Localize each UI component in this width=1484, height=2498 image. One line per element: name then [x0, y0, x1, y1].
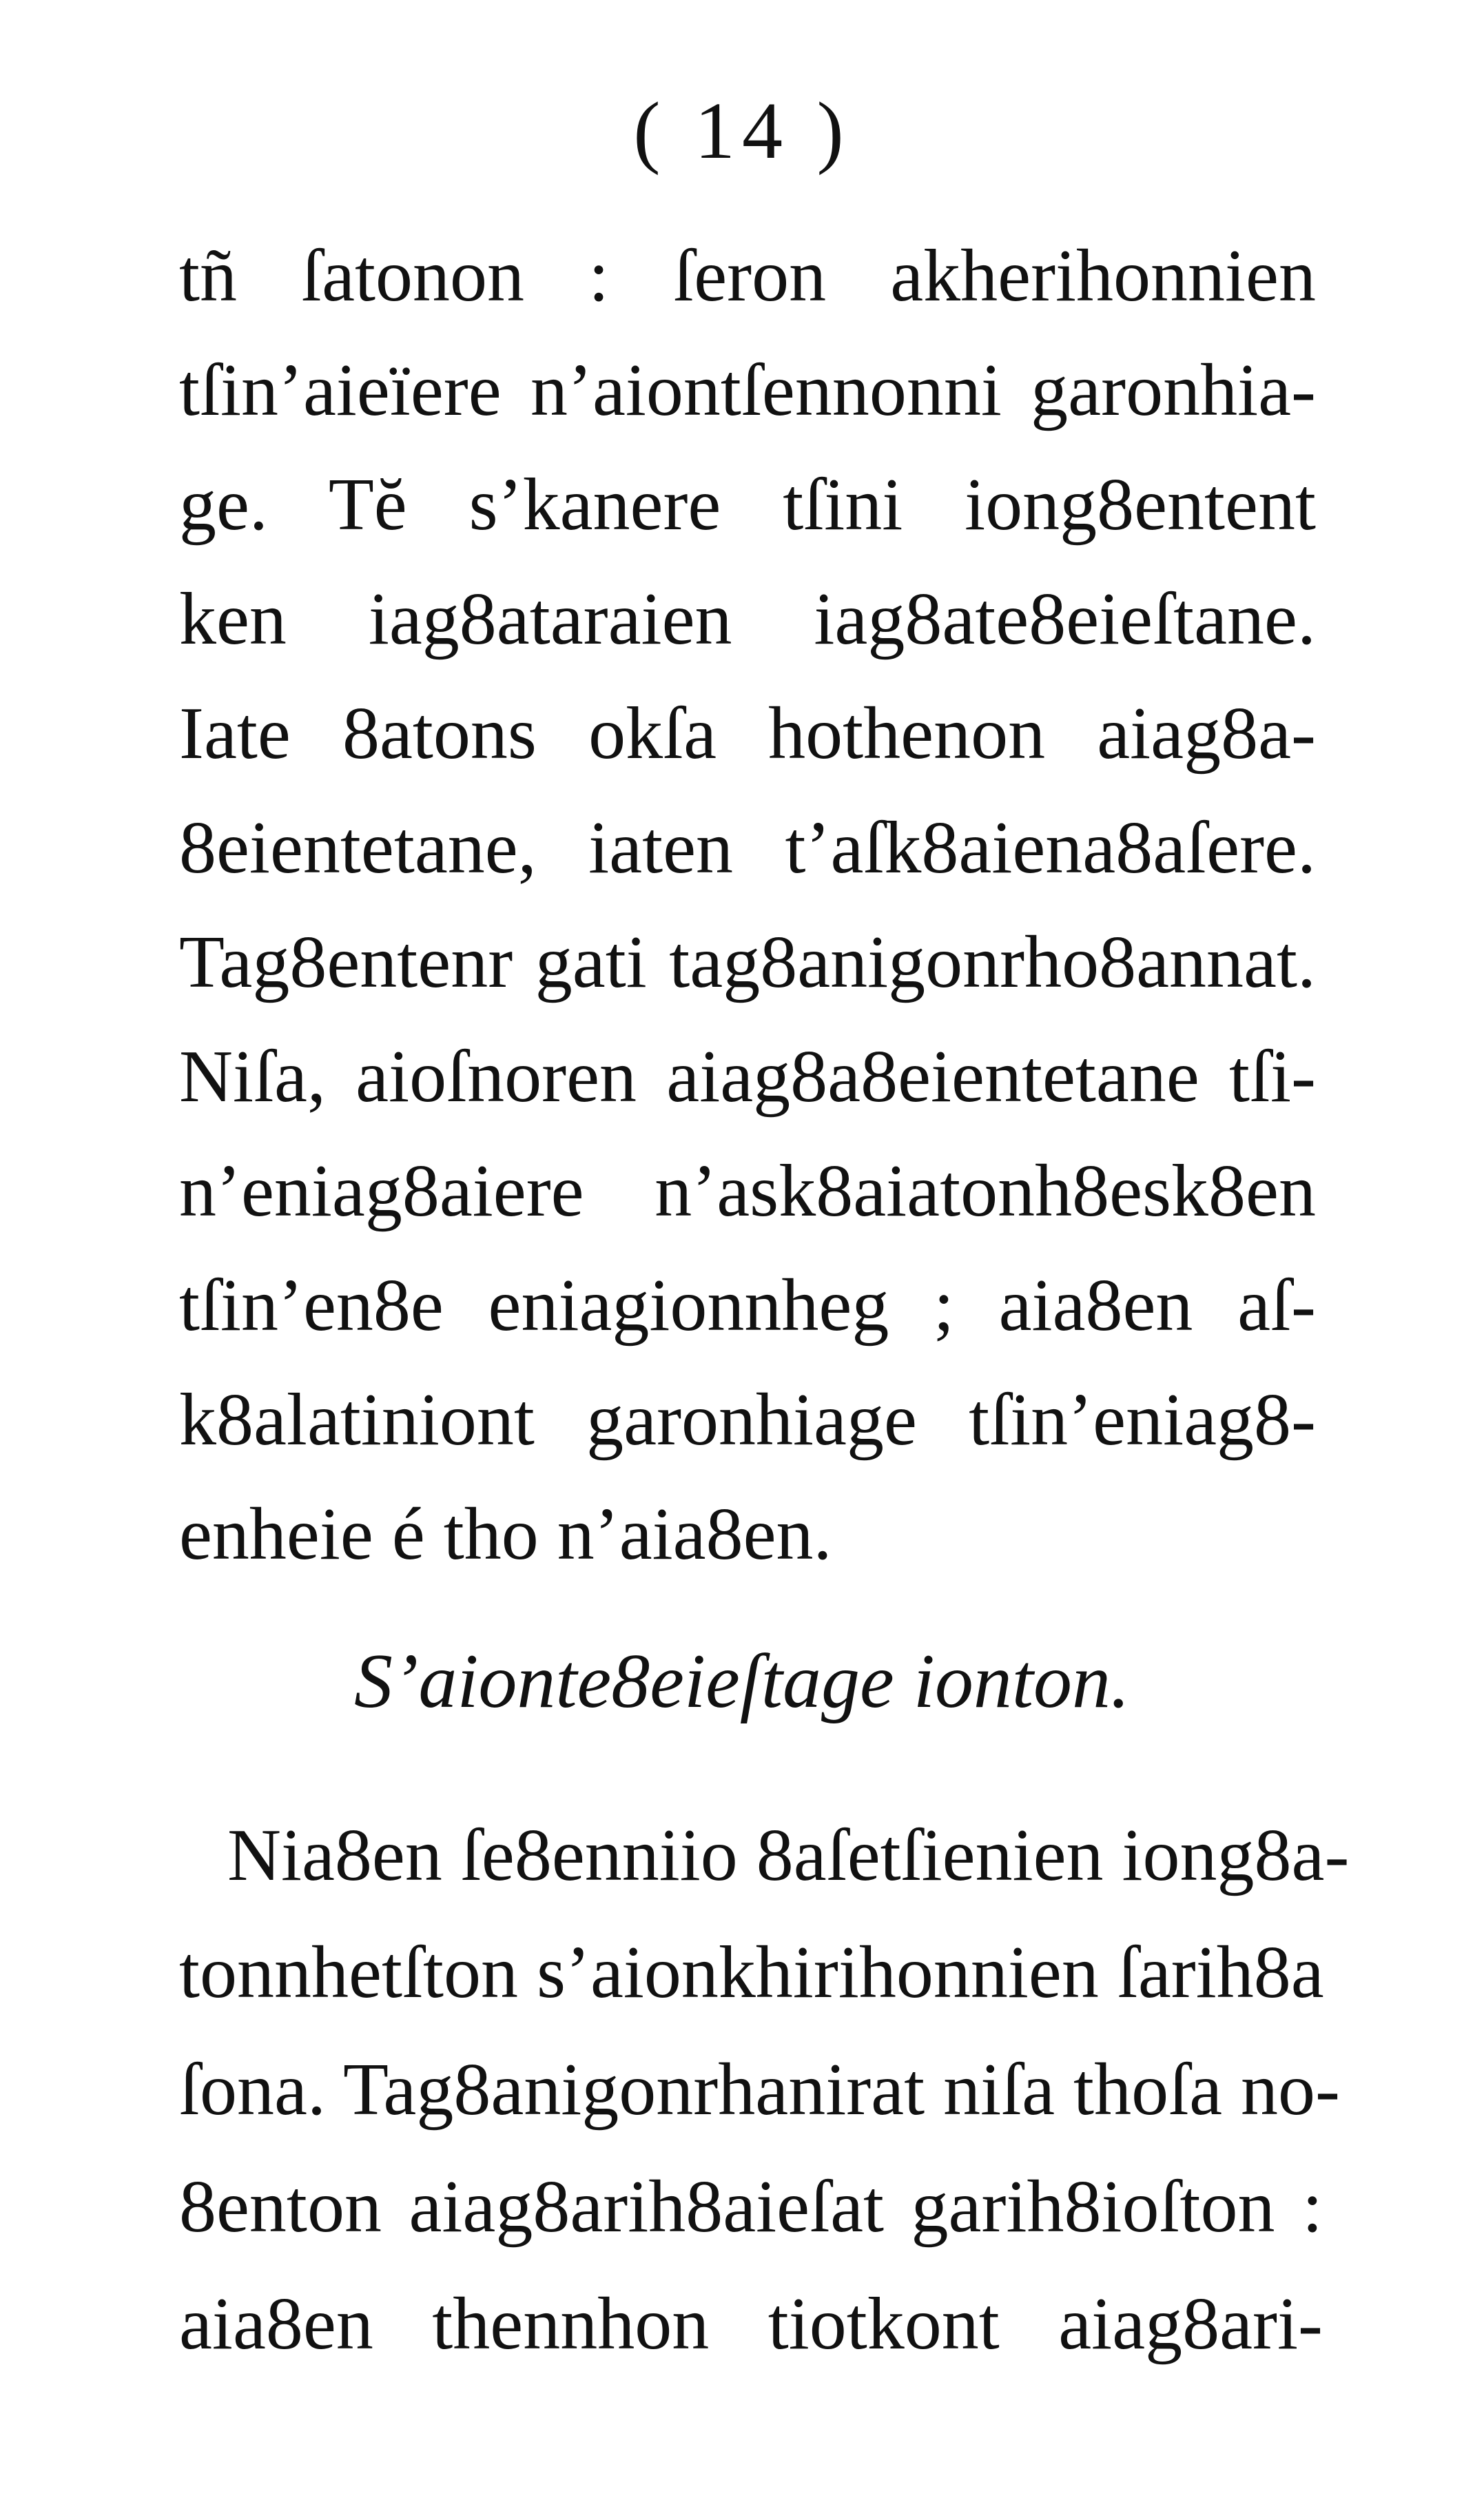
page-number: ( 14 ) [633, 85, 851, 176]
text-line: tñ ſatonon : ſeron akherihonnien [179, 235, 1316, 317]
text-line: ken iag8ataraien iag8ate8eieſtane. [179, 578, 1316, 660]
paragraph-1 [179, 219, 1316, 1592]
text-line: 8enton aiag8arih8aieſat garih8ioſton : [179, 2166, 1323, 2248]
text-line: Iate 8atons okſa hothenon aiag8a- [179, 693, 1316, 775]
text-line: aia8en thennhon tiotkont aiag8ari- [179, 2283, 1323, 2365]
text-line: Niſa, aioſnoren aiag8a8eientetane tſi- [179, 1036, 1316, 1118]
text-line: enheie é tho n’aia8en. [179, 1493, 832, 1575]
text-line: ge. Tĕ s’kanere tſini iong8entent [179, 464, 1316, 546]
text-line: tonnhetſton s’aionkhirihonnien ſarih8a [179, 1932, 1324, 2014]
text-line: tſin’aieïere n’aiontſennonni garonhia- [179, 349, 1316, 431]
text-line: k8alatiniont garonhiage tſin’eniag8- [179, 1379, 1316, 1461]
text-line: 8eientetane, iaten t’aſk8aiena8aſere. [179, 807, 1316, 889]
text-line: Tag8entenr gati tag8anigonrho8annat. [179, 921, 1316, 1003]
text-line: tſin’en8e eniagionnheg ; aia8en aſ- [179, 1265, 1316, 1347]
text-line: n’eniag8aiere n’ask8aiatonh8esk8en [179, 1150, 1316, 1232]
section-heading: S’aionte8eieſtage ionton. [354, 1639, 1130, 1724]
paragraph-2 [179, 1797, 1350, 2383]
text-line: Nia8en ſe8enniio 8aſetſienien iong8a- [227, 1814, 1350, 1896]
text-line: ſona. Tag8anigonrhanirat niſa thoſa no- [179, 2049, 1340, 2131]
